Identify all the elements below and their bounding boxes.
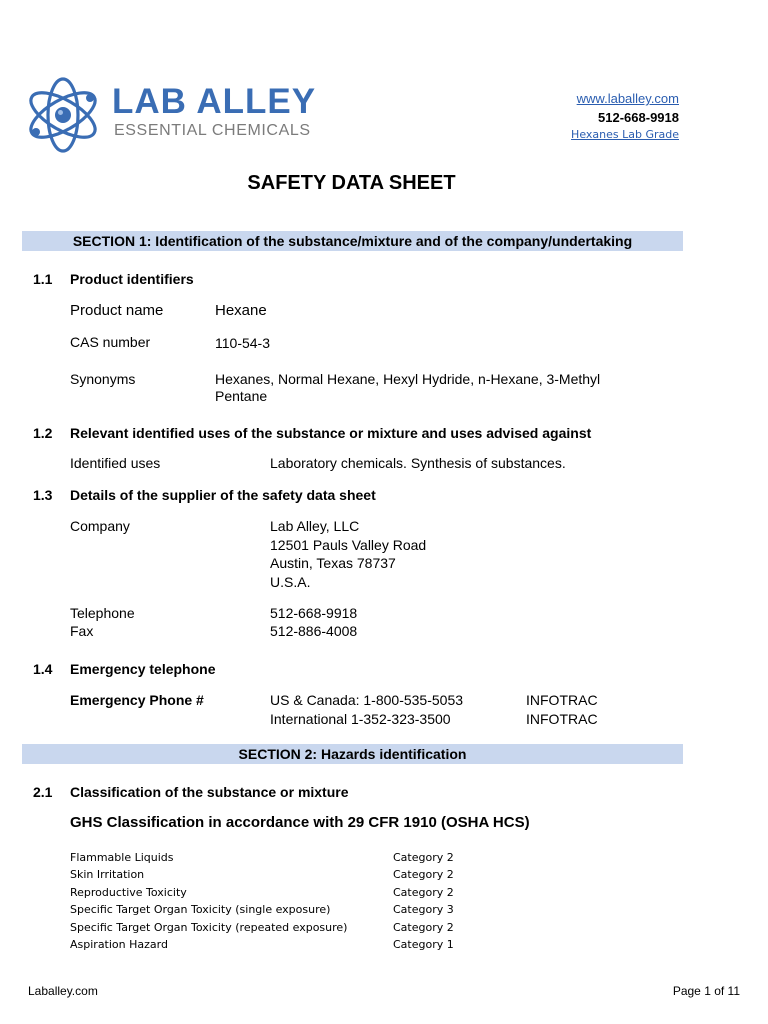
company-line: U.S.A. bbox=[270, 574, 311, 590]
emergency-provider: INFOTRAC bbox=[526, 711, 598, 727]
section-1-heading: SECTION 1: Identification of the substance/mixture and of the company/undertaking bbox=[22, 231, 683, 251]
page-title: SAFETY DATA SHEET bbox=[247, 172, 456, 194]
company-label: Company bbox=[70, 518, 130, 534]
list-item bbox=[70, 919, 490, 936]
subsection-title: Emergency telephone bbox=[70, 661, 216, 677]
brand-name: LAB ALLEY bbox=[112, 82, 317, 121]
product-link[interactable]: Hexanes Lab Grade bbox=[571, 128, 679, 141]
identified-uses-label: Identified uses bbox=[70, 455, 161, 471]
fax-label: Fax bbox=[70, 623, 94, 639]
company-line: Austin, Texas 78737 bbox=[270, 555, 396, 571]
hazard-name: Flammable Liquids bbox=[70, 851, 174, 864]
hazard-name: Aspiration Hazard bbox=[70, 937, 168, 951]
cas-value: 110-54-3 bbox=[215, 335, 271, 351]
synonyms-label: Synonyms bbox=[70, 371, 136, 387]
brand-tagline: ESSENTIAL CHEMICALS bbox=[114, 122, 311, 139]
subsection-number: 1.1 bbox=[33, 271, 53, 287]
subsection-title: Details of the supplier of the safety data sheet bbox=[70, 487, 376, 503]
product-name-value: Hexane bbox=[215, 302, 267, 319]
hazard-name: Specific Target Organ Toxicity (single exposure) bbox=[70, 903, 331, 917]
identified-uses-value: Laboratory chemicals. Synthesis of substances. bbox=[270, 455, 566, 471]
company-line: 12501 Pauls Valley Road bbox=[270, 537, 427, 553]
lab-alley-logo-icon bbox=[24, 70, 104, 160]
website-link[interactable]: www.laballey.com bbox=[576, 91, 679, 106]
subsection-title: Classification of the substance or mixture bbox=[70, 784, 349, 800]
list-item bbox=[70, 849, 490, 866]
subsection-title: Relevant identified uses of the substance or mixture and uses advised against bbox=[70, 425, 592, 441]
fax-value: 512-886-4008 bbox=[270, 623, 358, 639]
list-item bbox=[70, 901, 490, 918]
hazard-category: Category 2 bbox=[393, 885, 454, 899]
hazard-category: Category 2 bbox=[393, 920, 454, 934]
emergency-provider: INFOTRAC bbox=[526, 692, 598, 708]
subsection-number: 2.1 bbox=[33, 784, 53, 800]
list-item bbox=[70, 884, 490, 901]
header-phone: 512-668-9918 bbox=[598, 110, 679, 125]
list-item bbox=[70, 936, 490, 953]
company-line: Lab Alley, LLC bbox=[270, 518, 360, 534]
hazard-name: Specific Target Organ Toxicity (repeated exposure) bbox=[70, 920, 348, 934]
telephone-label: Telephone bbox=[70, 605, 135, 621]
subsection-title: Product identifiers bbox=[70, 271, 194, 287]
cas-label: CAS number bbox=[70, 334, 151, 350]
hazard-category: Category 1 bbox=[393, 937, 454, 951]
hazard-name: Reproductive Toxicity bbox=[70, 885, 187, 899]
telephone-value: 512-668-9918 bbox=[270, 605, 358, 621]
list-item bbox=[70, 866, 490, 883]
product-name-label: Product name bbox=[70, 302, 164, 319]
hazard-category: Category 3 bbox=[393, 903, 454, 917]
emergency-intl-phone: International 1-352-323-3500 bbox=[270, 711, 451, 727]
emergency-phone-label: Emergency Phone # bbox=[70, 692, 204, 708]
subsection-number: 1.4 bbox=[33, 661, 53, 677]
synonyms-line-2: Pentane bbox=[215, 388, 268, 404]
ghs-classification-list bbox=[70, 849, 490, 953]
hazard-name: Skin Irritation bbox=[70, 868, 145, 882]
hazard-category: Category 2 bbox=[393, 851, 454, 864]
hazard-category: Category 2 bbox=[393, 868, 454, 882]
ghs-classification-title: GHS Classification in accordance with 29 CFR 1910 (OSHA HCS) bbox=[70, 814, 530, 831]
synonyms-line-1: Hexanes, Normal Hexane, Hexyl Hydride, n-Hexane, 3-Methyl bbox=[215, 371, 601, 387]
footer-site: Laballey.com bbox=[28, 984, 98, 998]
page-number: Page 1 of 11 bbox=[672, 984, 740, 998]
subsection-number: 1.2 bbox=[33, 425, 53, 441]
emergency-us-phone: US & Canada: 1-800-535-5053 bbox=[270, 692, 464, 708]
section-2-heading: SECTION 2: Hazards identification bbox=[22, 744, 683, 764]
subsection-number: 1.3 bbox=[33, 487, 53, 503]
